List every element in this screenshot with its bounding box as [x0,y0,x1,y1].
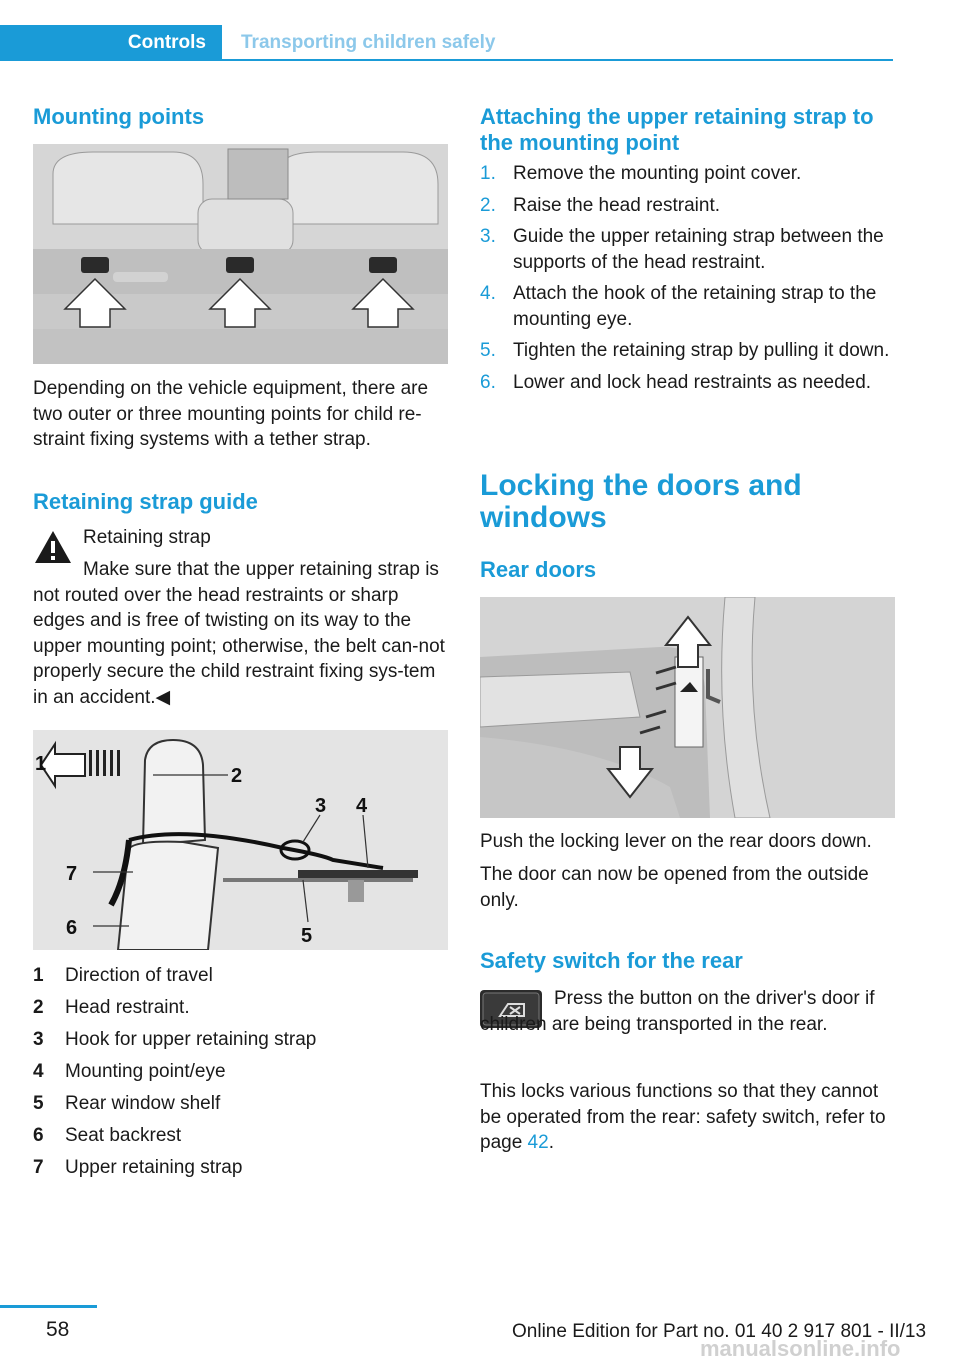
legend-key: 4 [33,1061,44,1082]
list-item [480,193,898,219]
list-item [480,281,898,332]
locking-doors-heading: Locking the doors and windows [480,469,802,534]
legend-key: 6 [33,1125,44,1146]
diagram-label-1: 1 [35,753,47,775]
legend-text: Direction of travel [65,965,213,986]
diagram-label-7: 7 [66,863,78,885]
step-number: 2. [480,194,496,216]
section-tab[interactable] [0,25,222,61]
rear-doors-heading: Rear doors [480,557,597,582]
legend-row [33,1088,448,1120]
list-item [480,338,898,364]
step-text: Remove the mounting point cover. [513,163,802,184]
step-text: Attach the hook of the retaining strap to the mounting eye. [513,283,877,330]
list-item [480,224,898,275]
footer-rule [0,1305,97,1308]
legend-text: Upper retaining strap [65,1157,243,1178]
page-reference-link[interactable]: 42 [527,1132,549,1153]
diagram-label-2: 2 [231,765,243,787]
locks-text: This locks various functions so that they cannot be operated from the rear: safety switch, refer to page [480,1081,886,1153]
legend-key: 3 [33,1029,44,1050]
watermark: manualsonline.info [700,1336,901,1361]
section-label: Controls [127,32,206,53]
step-number: 6. [480,371,496,393]
legend-key: 2 [33,997,44,1018]
step-number: 1. [480,163,496,184]
list-item [480,161,898,187]
page-number: 58 [46,1318,70,1341]
chapter-label: Transporting children safely [241,32,496,53]
mounting-points-heading: Mounting points [33,104,205,129]
step-number: 3. [480,226,496,247]
header-underline [222,59,893,61]
edition-text: Online Edition for Part no. 01 40 2 917 801 - II/13 [512,1321,927,1342]
legend-row [33,1024,448,1056]
rear-doors-text-1: Push the locking lever on the rear doors down. [480,831,872,852]
diagram-label-6: 6 [66,917,78,939]
rear-doors-text-2: The door can now be opened from the outside only. [480,864,869,911]
rear-doors-photo [480,597,895,818]
retaining-strap-guide-heading: Retaining strap guide [33,489,258,514]
attach-steps-list [480,161,898,401]
legend-key: 7 [33,1157,44,1178]
warning-title: Retaining strap [83,527,211,548]
rear-door-illustration [480,597,895,818]
legend-row [33,1056,448,1088]
mounting-points-photo [33,144,448,364]
step-text: Lower and lock head restraints as needed. [513,371,872,393]
header-bar [0,25,893,61]
step-number: 4. [480,283,496,304]
warning-text: Make sure that the upper retaining strap is not routed over the head restraints or sharp edges and is free of twisting on its way to the upper mounting point; otherwise, the belt can‐not properly secure the child restraint fixing sys‐tem in an accident.◀ [33,559,445,708]
legend-key: 1 [33,965,44,986]
legend-text: Rear window shelf [65,1093,221,1114]
chapter-tab[interactable] [224,25,495,61]
legend-text: Seat backrest [65,1125,182,1146]
legend-row [33,1152,448,1184]
diagram-label-4: 4 [356,795,368,817]
list-item [480,370,898,396]
step-text: Raise the head restraint. [513,194,721,216]
mounting-points-text: Depending on the vehicle equipment, there are two outer or three mounting points for child re‐straint fixing systems with a tether strap. [33,378,429,450]
legend-row [33,1120,448,1152]
legend-text: Hook for upper retaining strap [65,1029,317,1050]
safety-switch-heading: Safety switch for the rear [480,948,743,973]
step-text: Guide the upper retaining strap between the supports of the head restraint. [513,226,884,273]
legend-text: Head restraint. [65,997,190,1018]
legend-text: Mounting point/eye [65,1061,226,1082]
legend-row [33,960,448,992]
legend-key: 5 [33,1093,44,1114]
safety-switch-text: Press the button on the driver's door if children are being transported in the rear. [480,988,875,1035]
strap-diagram-illustration [33,730,448,950]
diagram-legend [33,960,448,1184]
locks-functions-text [480,1079,898,1156]
locks-text-end: . [548,1132,554,1153]
legend-row [33,992,448,1024]
step-text: Tighten the retaining strap by pulling it down. [513,340,890,361]
retaining-strap-diagram [33,730,448,950]
diagram-label-5: 5 [301,925,313,947]
attach-strap-heading: Attaching the upper retaining strap to the mounting point [480,104,874,155]
step-number: 5. [480,340,496,361]
diagram-label-3: 3 [315,795,327,817]
mounting-points-illustration [33,144,448,364]
